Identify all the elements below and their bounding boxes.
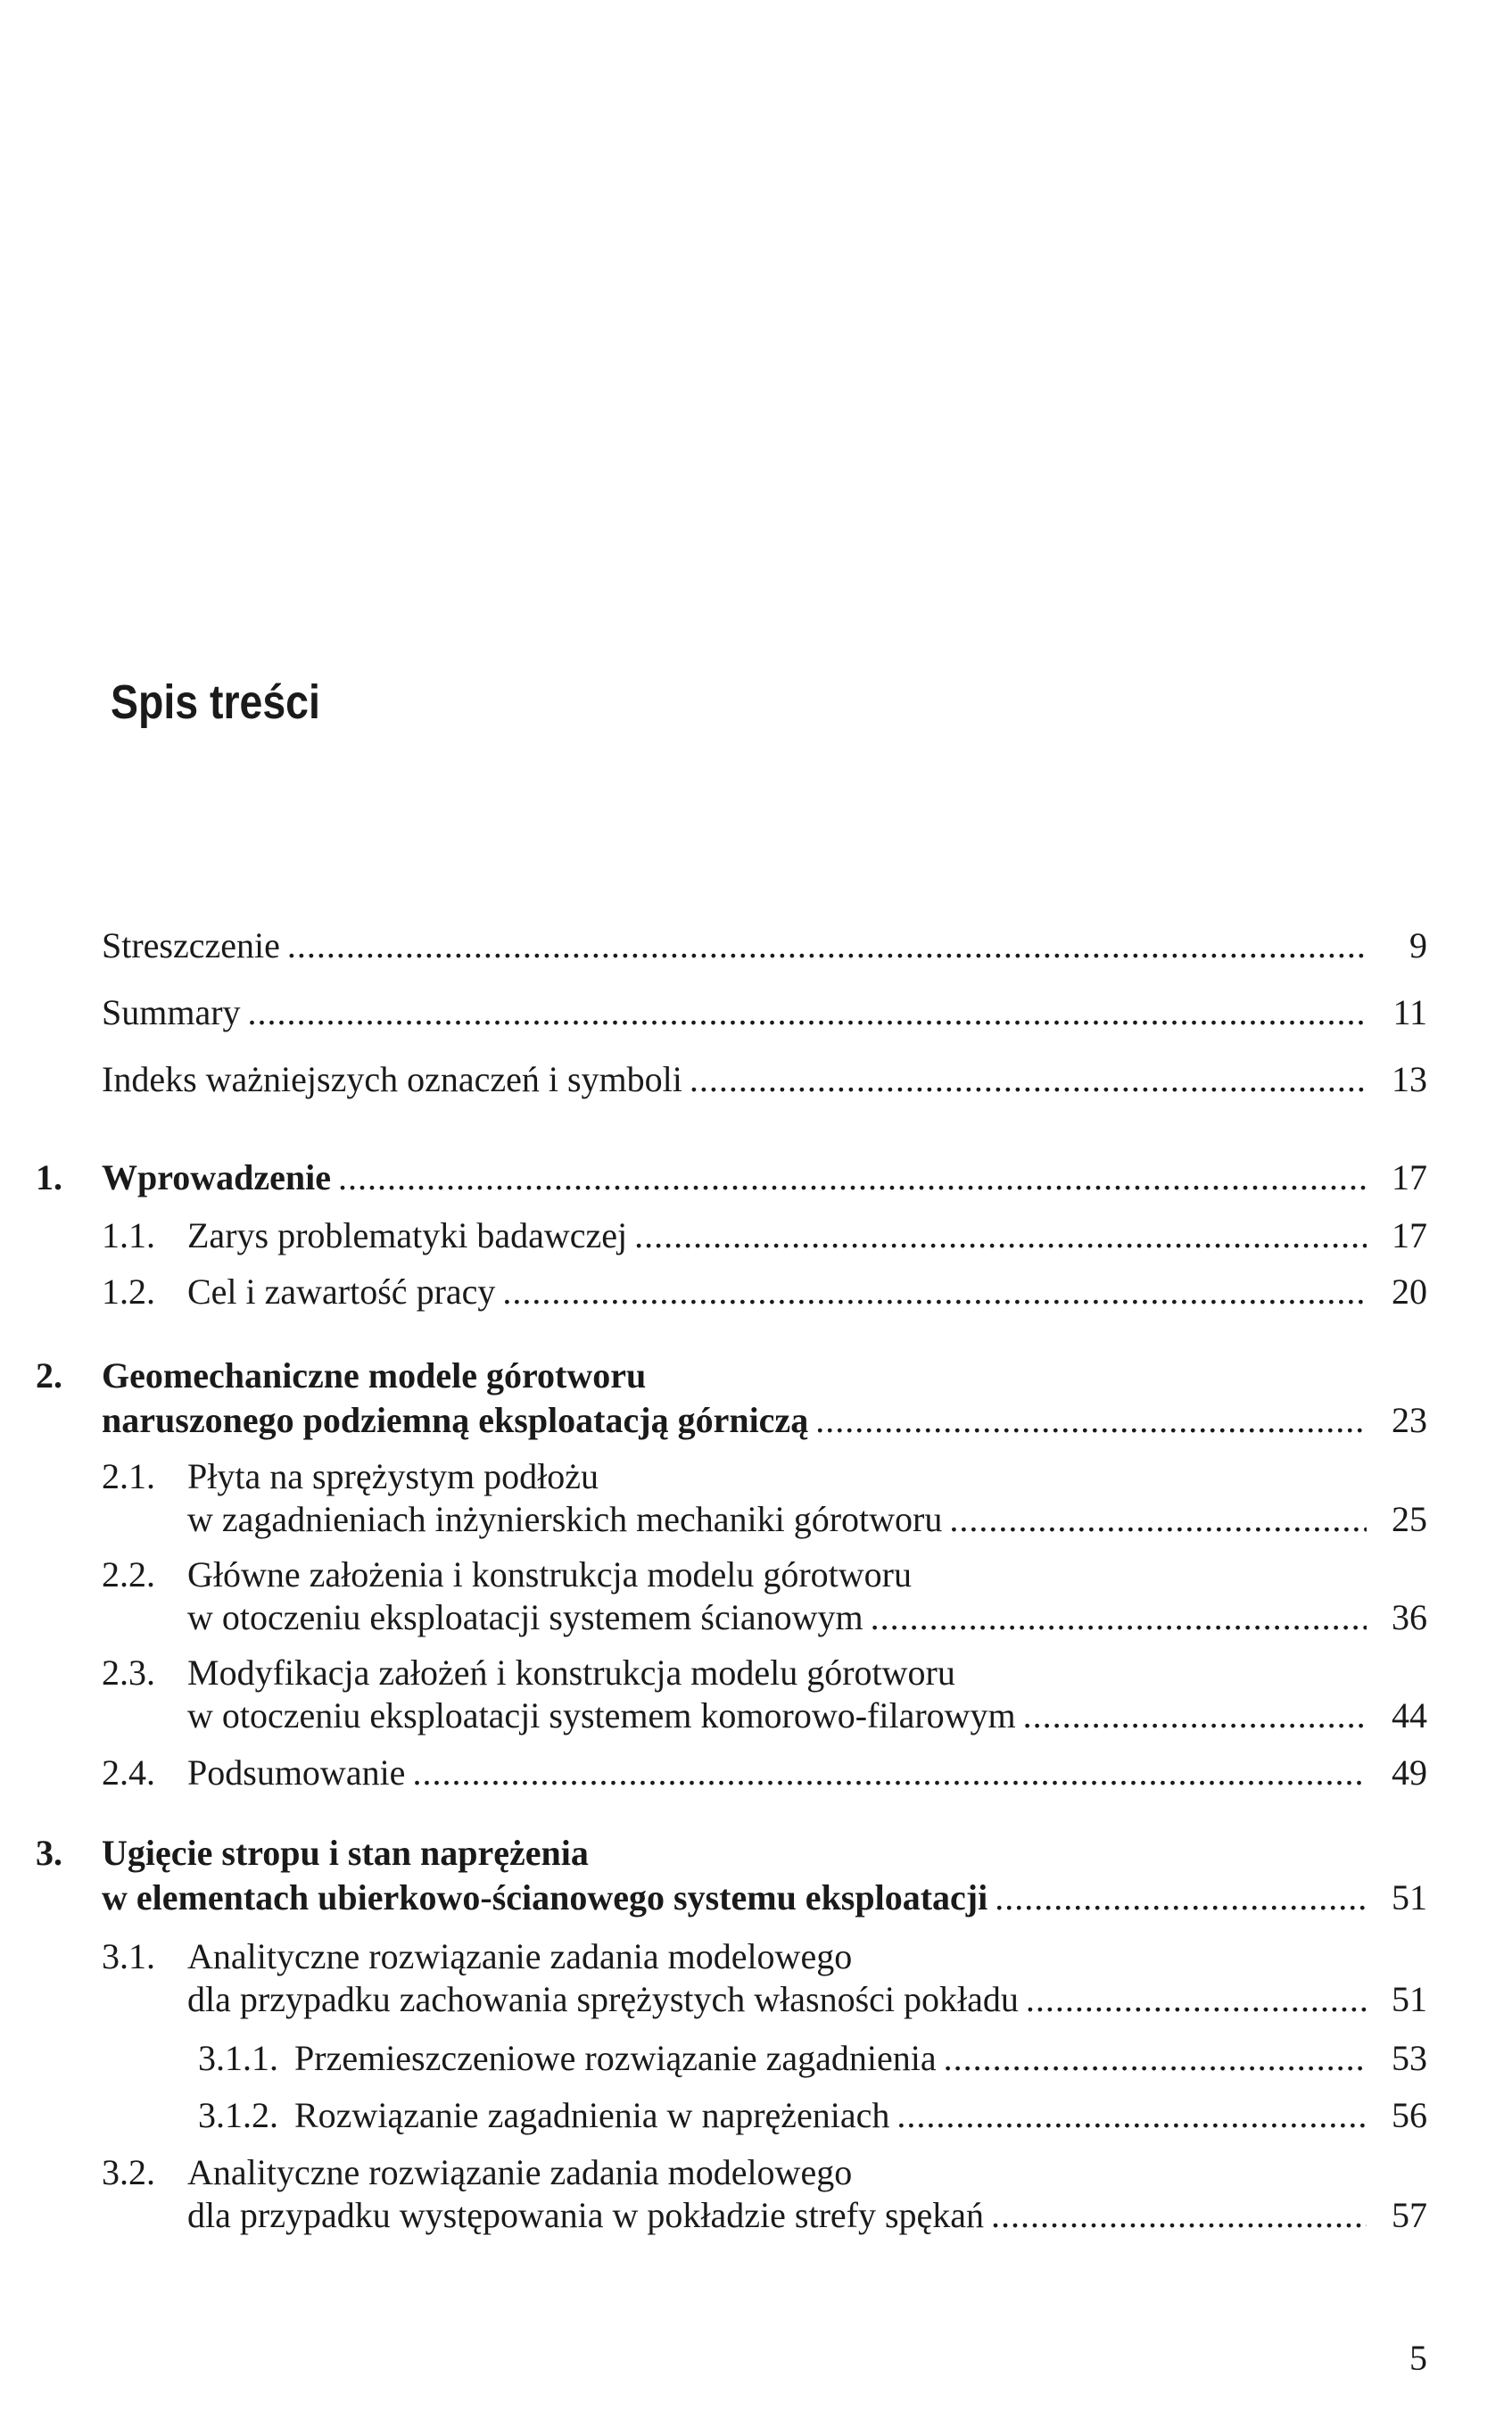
toc-page-number: 57 (1392, 2195, 1427, 2235)
toc-entry-title-line-1: Geomechaniczne modele górotworu (102, 1355, 647, 1396)
toc-entry-title-line-2: dla przypadku zachowania sprężystych własności pokładu ..... (187, 1977, 1367, 2022)
toc-entry-title: Streszczenie ..... (102, 924, 1367, 968)
toc-entry-title: Cel i zawartość pracy ..... (187, 1270, 1367, 1314)
toc-entry-number: 1. (36, 1157, 62, 1197)
toc-entry-title-line-1: Modyfikacja założeń i konstrukcja modelu górotworu (187, 1653, 955, 1693)
toc-entry-title-line-1: Płyta na sprężystym podłożu (187, 1456, 599, 1496)
toc-entry-title: Summary ..... (102, 990, 1367, 1035)
toc-entry-title-line-1: Główne założenia i konstrukcja modelu górotworu (187, 1554, 912, 1595)
toc-entry-title-line-2: w otoczeniu eksploatacji systemem komorowo-filarowym ..... (187, 1694, 1367, 1738)
toc-entry-number: 2.1. (102, 1456, 155, 1496)
toc-page-number: 51 (1392, 1877, 1427, 1918)
toc-entry-number: 2.4. (102, 1752, 155, 1793)
toc-entry-number: 1.1. (102, 1215, 155, 1255)
toc-entry-title-line-2: dla przypadku występowania w pokładzie strefy spękań ..... (187, 2193, 1367, 2238)
toc-entry-number: 2.3. (102, 1653, 155, 1693)
toc-entry-title-line-2: w zagadnieniach inżynierskich mechaniki górotworu ..... (187, 1497, 1367, 1542)
toc-page-number: 53 (1392, 2038, 1427, 2078)
toc-entry-number: 2.2. (102, 1554, 155, 1595)
dot-leader (412, 1751, 1367, 1795)
toc-page-number: 20 (1392, 1271, 1427, 1312)
toc-entry-title-line-2: naruszonego podziemną eksploatacją górniczą ..... (102, 1398, 1367, 1443)
dot-leader (338, 1156, 1367, 1200)
toc-entry-number: 3.1.1. (198, 2038, 278, 2078)
dot-leader (287, 924, 1367, 968)
toc-entry-number: 3.2. (102, 2152, 155, 2192)
page-folio-number: 5 (1409, 2338, 1427, 2378)
toc-entry-title: Przemieszczeniowe rozwiązanie zagadnienia ..... (294, 2036, 1367, 2081)
toc-entry-number: 1.2. (102, 1271, 155, 1312)
toc-page-number: 49 (1392, 1752, 1427, 1793)
toc-entry-title-line-2: w elementach ubierkowo-ścianowego systemu eksploatacji ..... (102, 1876, 1367, 1920)
toc-entry-number: 2. (36, 1355, 62, 1396)
toc-entry-title: Wprowadzenie ..... (102, 1156, 1367, 1200)
toc-entry-number: 3. (36, 1833, 62, 1873)
toc-page-number: 11 (1392, 992, 1427, 1032)
toc-entry-title: Podsumowanie ..... (187, 1751, 1367, 1795)
toc-entry-number: 3.1. (102, 1936, 155, 1976)
toc-entry-title-line-1: Ugięcie stropu i stan naprężenia (102, 1833, 589, 1873)
dot-leader (248, 990, 1367, 1035)
toc-page-number: 56 (1392, 2095, 1427, 2135)
toc-entry-title: Indeks ważniejszych oznaczeń i symboli ..... (102, 1057, 1367, 1102)
page-title: Spis treści (111, 675, 320, 729)
toc-entry-title-line-2: w otoczeniu eksploatacji systemem ścianowym ..... (187, 1595, 1367, 1640)
toc-page-number: 23 (1392, 1400, 1427, 1440)
toc-page-number: 13 (1392, 1059, 1427, 1099)
toc-page-number: 17 (1392, 1157, 1427, 1197)
toc-entry-title-line-1: Analityczne rozwiązanie zadania modelowego (187, 2152, 853, 2192)
toc-page-number: 9 (1409, 925, 1427, 965)
toc-entry-title: Zarys problematyki badawczej ..... (187, 1214, 1367, 1258)
toc-page-number: 36 (1392, 1597, 1427, 1637)
toc-page-number: 17 (1392, 1215, 1427, 1255)
toc-entry-number: 3.1.2. (198, 2095, 278, 2135)
toc-page-number: 25 (1392, 1499, 1427, 1539)
toc-entry-title-line-1: Analityczne rozwiązanie zadania modelowego (187, 1936, 853, 1976)
toc-entry-title: Rozwiązanie zagadnienia w naprężeniach ..... (294, 2093, 1367, 2138)
toc-page-number: 44 (1392, 1695, 1427, 1735)
toc-page-number: 51 (1392, 1979, 1427, 2019)
